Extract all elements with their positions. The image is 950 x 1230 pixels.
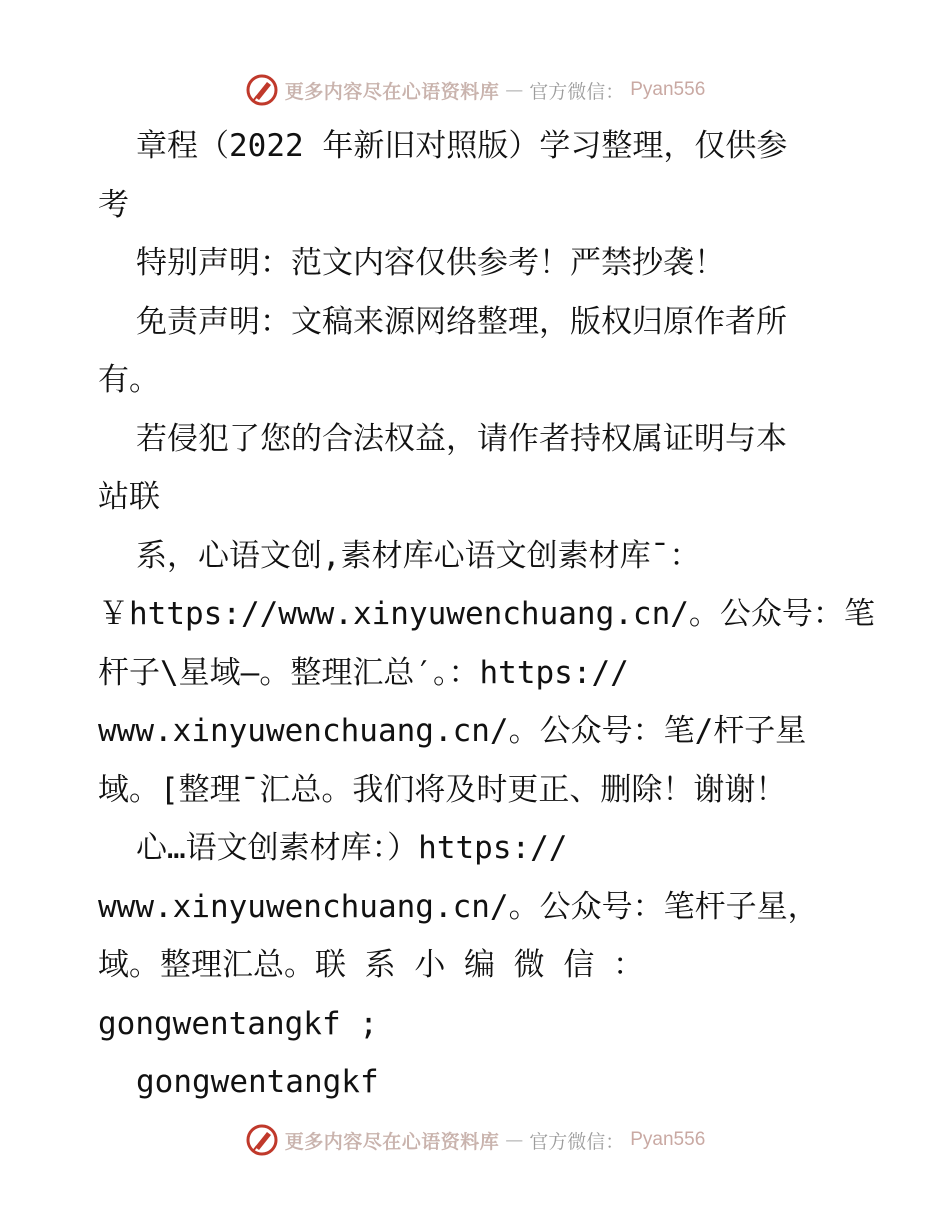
- watermark-title: 更多内容尽在心语资料库: [284, 1130, 500, 1153]
- paragraph-line: 章程（2022 年新旧对照版）学习整理，仅供参: [136, 128, 788, 164]
- watermark-wechat-label: 官方微信：: [529, 1130, 625, 1153]
- paragraph-line: 免责声明：文稿来源网络整理，版权归原作者所: [136, 303, 787, 340]
- document-body: [98, 117, 875, 1112]
- paragraph-line: 系，心语文创,素材库心语文创素材库¯：: [136, 537, 701, 574]
- paragraph-line: gongwentangkf ;: [98, 1005, 378, 1042]
- paragraph-line: 域。[整理¯汇总。我们将及时更正、删除！谢谢！: [98, 771, 787, 808]
- paragraph-line: www.xinyuwenchuang.cn/。公众号：笔/杆子星: [98, 713, 807, 749]
- watermark-separator: —: [505, 1129, 524, 1151]
- paragraph-line: 杆子\星域—。整理汇总′。：https://: [98, 654, 629, 691]
- paragraph-line: 心…语文创素材库：）https://: [136, 830, 568, 866]
- paragraph-line: 有。: [98, 362, 160, 398]
- watermark-separator: —: [505, 79, 524, 101]
- paragraph-line: gongwentangkf: [136, 1064, 379, 1100]
- footer-watermark: [0, 1120, 950, 1160]
- paragraph-line: 站联: [98, 479, 160, 515]
- watermark-title: 更多内容尽在心语资料库: [284, 80, 500, 103]
- watermark-wechat-id: Pyan556: [630, 1129, 706, 1150]
- pen-logo-icon: [245, 73, 279, 107]
- paragraph-line: ￥https://www.xinyuwenchuang.cn/。公众号：笔: [98, 596, 875, 632]
- paragraph-line: 域。整理汇总。联 系 小 编 微 信 ：: [98, 947, 644, 983]
- paragraph-line: 特别声明：范文内容仅供参考！严禁抄袭！: [136, 245, 725, 281]
- watermark-wechat-label: 官方微信：: [529, 80, 625, 103]
- header-watermark: [0, 70, 950, 110]
- pen-logo-icon: [245, 1123, 279, 1157]
- watermark-wechat-id: Pyan556: [630, 79, 706, 100]
- paragraph-line: 考: [98, 186, 129, 223]
- paragraph-line: 若侵犯了您的合法权益，请作者持权属证明与本: [136, 420, 787, 457]
- paragraph-line: www.xinyuwenchuang.cn/。公众号：笔杆子星，: [98, 888, 819, 925]
